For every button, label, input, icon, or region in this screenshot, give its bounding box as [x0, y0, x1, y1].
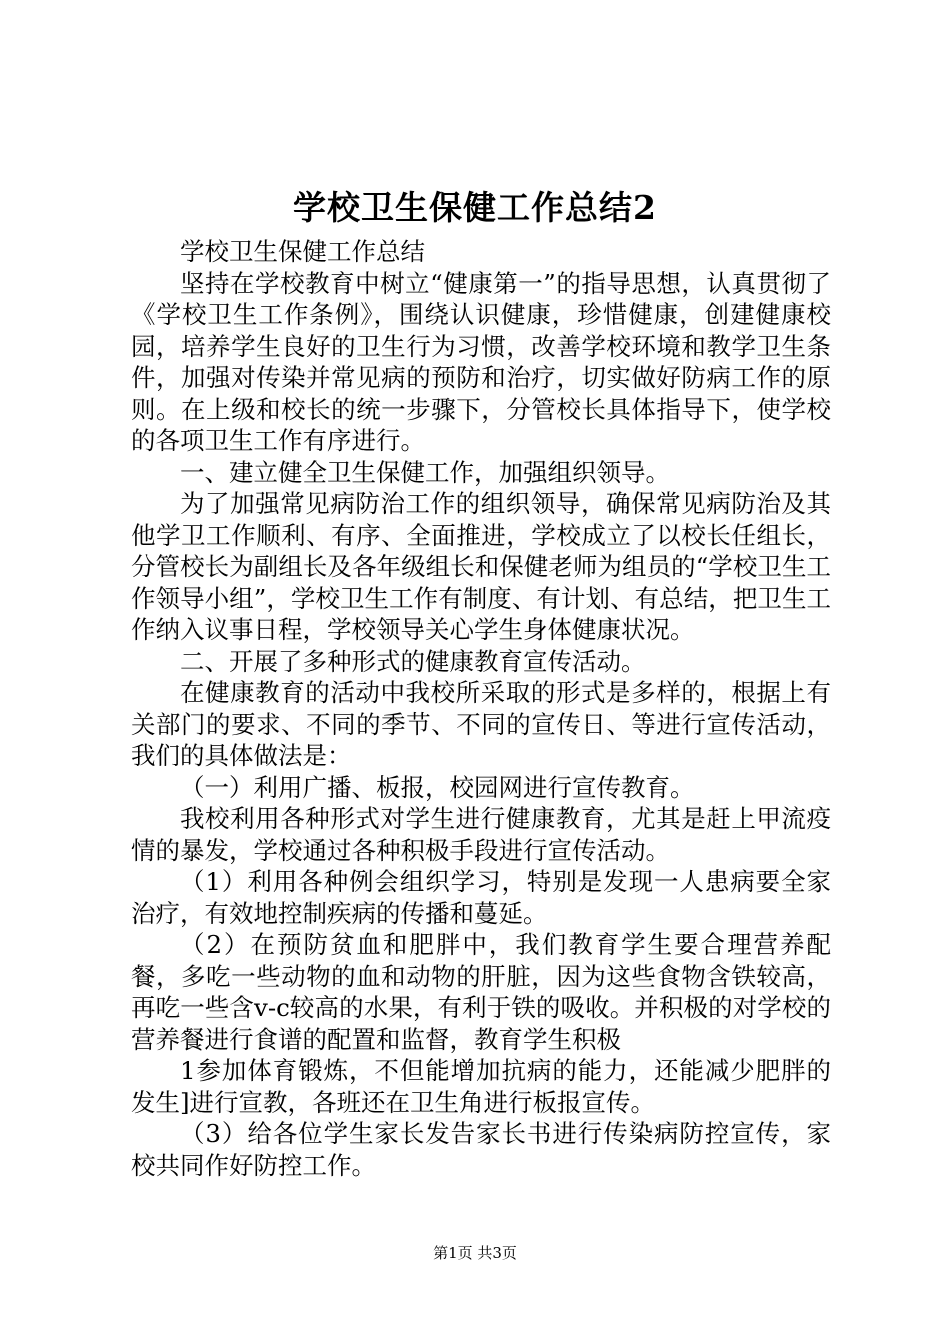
- list-item: （2）在预防贫血和肥胖中，我们教育学生要合理营养配餐，多吃一些动物的血和动物的肝脏，因为这些食物含铁较高，再吃一些含v-c较高的水果，有利于铁的吸收。并积极的对学校的营养餐进行食谱的配置和监督，教育学生积极: [131, 930, 831, 1054]
- body-paragraph: 我校利用各种形式对学生进行健康教育，尤其是赶上甲流疫情的暴发，学校通过各种积极手段进行宣传活动。: [131, 804, 831, 865]
- page-footer: 第1页 共3页: [433, 1244, 517, 1262]
- section-heading: 一、建立健全卫生保健工作，加强组织领导。: [180, 457, 670, 487]
- body-paragraph: 坚持在学校教育中树立“健康第一”的指导思想，认真贯彻了《学校卫生工作条例》，围绕认识健康，珍惜健康，创建健康校园，培养学生良好的卫生行为习惯，改善学校环境和教学卫生条件，加强对传染并常见病的预防和治疗，切实做好防病工作的原则。在上级和校长的统一步骤下，分管校长具体指导下，使学校的各项卫生工作有序进行。: [131, 268, 831, 455]
- body-paragraph: 1参加体育锻炼，不但能增加抗病的能力，还能减少肥胖的发生]进行宣教，各班还在卫生角进行板报宣传。: [131, 1056, 831, 1117]
- document-body: [131, 236, 831, 1181]
- body-paragraph: 为了加强常见病防治工作的组织领导，确保常见病防治及其他学卫工作顺利、有序、全面推进，学校成立了以校长任组长，分管校长为副组长及各年级组长和保健老师为组员的“学校卫生工作领导小组”，学校卫生工作有制度、有计划、有总结，把卫生工作纳入议事日程，学校领导关心学生身体健康状况。: [131, 489, 831, 644]
- subsection-heading: （一）利用广播、板报，校园网进行宣传教育。: [180, 772, 695, 802]
- body-paragraph: 在健康教育的活动中我校所采取的形式是多样的，根据上有关部门的要求、不同的季节、不同的宣传日、等进行宣传活动，我们的具体做法是：: [131, 678, 831, 770]
- list-item: （3）给各位学生家长发告家长书进行传染病防控宣传，家校共同作好防控工作。: [131, 1119, 831, 1180]
- list-item: （1）利用各种例会组织学习，特别是发现一人患病要全家治疗，有效地控制疾病的传播和蔓延。: [131, 867, 831, 928]
- body-paragraph: 学校卫生保健工作总结: [180, 237, 425, 266]
- document-title: 学校卫生保健工作总结2: [293, 188, 657, 227]
- section-heading: 二、开展了多种形式的健康教育宣传活动。: [180, 646, 646, 676]
